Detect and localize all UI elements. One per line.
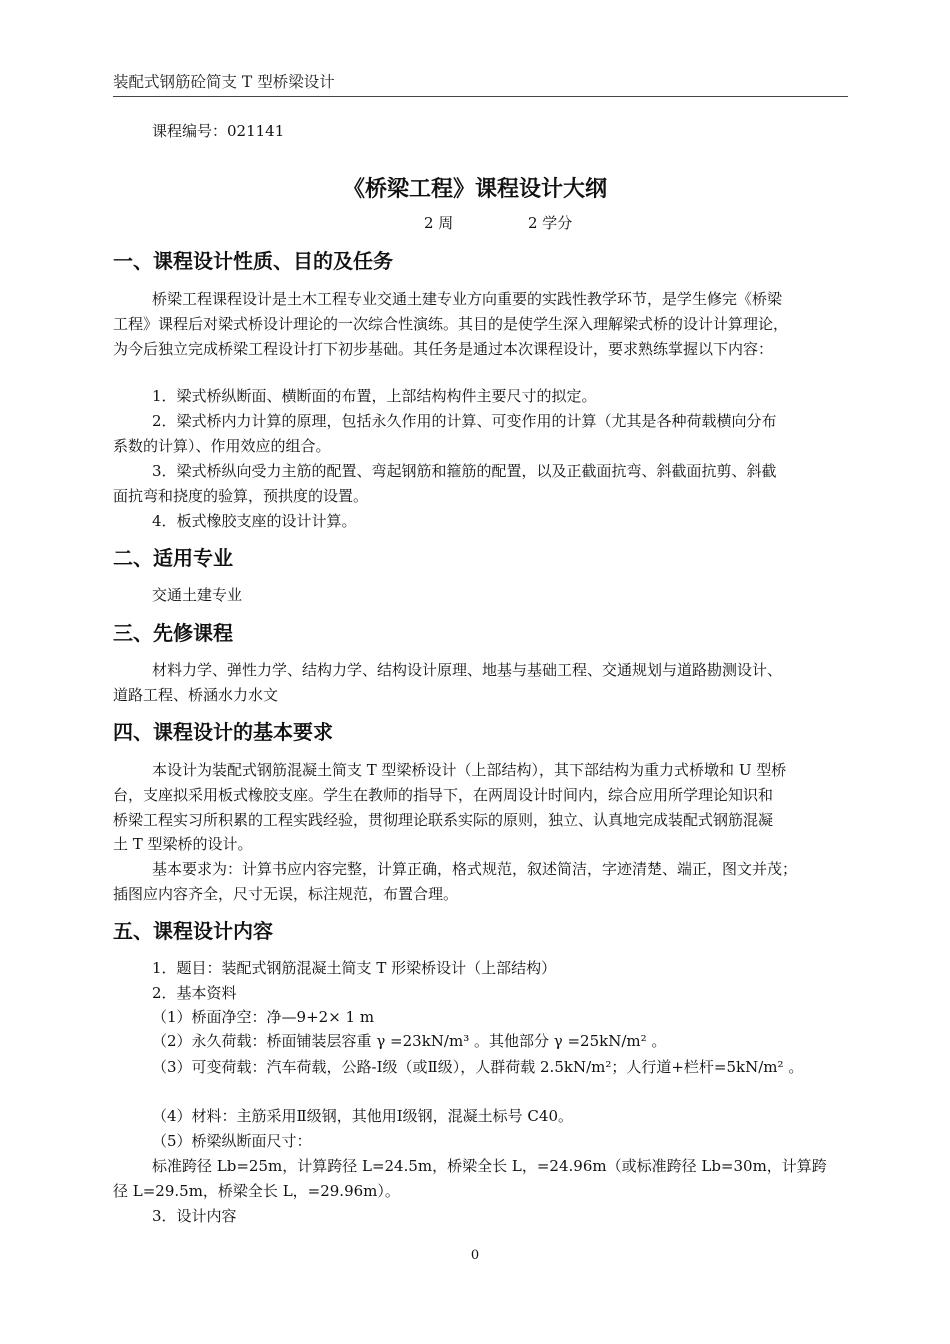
- paragraph-line: 插图应内容齐全，尺寸无误，标注规范，布置合理。: [113, 885, 459, 903]
- section-heading-2: 二、适用专业: [113, 546, 233, 570]
- paragraph-line: 桥梁工程实习所积累的工程实践经验，贯彻理论联系实际的原则，独立、认真地完成装配式钢筋混凝: [113, 811, 774, 829]
- section-heading-1: 一、课程设计性质、目的及任务: [113, 249, 393, 273]
- list-item: （2）永久荷载：桥面铺装层容重 γ =23kN/m³ 。其他部分 γ =25kN/m² 。: [152, 1032, 667, 1050]
- header-rule: [113, 96, 848, 97]
- list-item: 面抗弯和挠度的验算，预拱度的设置。: [113, 487, 369, 505]
- course-code: 课程编号：021141: [152, 122, 285, 140]
- list-item: 2．梁式桥内力计算的原理，包括永久作用的计算、可变作用的计算（尤其是各种荷载横向分布: [152, 412, 777, 430]
- credits: 2 学分: [528, 214, 573, 232]
- paragraph-line: 台，支座拟采用板式橡胶支座。学生在教师的指导下，在两周设计时间内，综合应用所学理论知识和: [113, 786, 774, 804]
- list-item: （4）材料：主筋采用Ⅱ级钢，其他用Ⅰ级钢，混凝土标号 C40。: [152, 1107, 573, 1125]
- paragraph-line: 基本要求为：计算书应内容完整，计算正确，格式规范，叙述简洁，字迹清楚、端正，图文并茂；: [152, 860, 798, 878]
- section-heading-5: 五、课程设计内容: [113, 919, 273, 943]
- paragraph-line: 标准跨径 Lb=25m，计算跨径 L=24.5m，桥梁全长 L，=24.96m（或标准跨径 Lb=30m，计算跨: [152, 1157, 827, 1175]
- paragraph-line: 工程》课程后对梁式桥设计理论的一次综合性演练。其目的是使学生深入理解梁式桥的设计计算理论，: [113, 315, 789, 333]
- list-item: （3）可变荷载：汽车荷载，公路-Ⅰ级（或Ⅱ级），人群荷载 2.5kN/m²；人行道+栏杆=5kN/m² 。: [152, 1058, 804, 1076]
- paragraph-line: 土 T 型梁桥的设计。: [113, 835, 253, 853]
- paragraph-line: 材料力学、弹性力学、结构力学、结构设计原理、地基与基础工程、交通规划与道路勘测设计、: [152, 661, 783, 679]
- list-item: 4．板式橡胶支座的设计计算。: [152, 512, 357, 530]
- paragraph-line: 交通土建专业: [152, 586, 243, 604]
- paragraph-line: 本设计为装配式钢筋混凝土简支 T 型梁桥设计（上部结构），其下部结构为重力式桥墩和 U 型桥: [152, 761, 787, 779]
- list-item: 1．梁式桥纵断面、横断面的布置，上部结构构件主要尺寸的拟定。: [152, 387, 597, 405]
- paragraph-line: 径 L=29.5m，桥梁全长 L，=29.96m）。: [113, 1182, 400, 1200]
- list-item: 2．基本资料: [152, 984, 237, 1002]
- list-item: （1）桥面净空：净—9+2× 1 m: [152, 1008, 375, 1026]
- section-heading-4: 四、课程设计的基本要求: [113, 720, 333, 744]
- section-heading-3: 三、先修课程: [113, 621, 233, 645]
- paragraph-line: 为今后独立完成桥梁工程设计打下初步基础。其任务是通过本次课程设计，要求熟练掌握以下内容：: [113, 340, 774, 358]
- paragraph-line: 桥梁工程课程设计是土木工程专业交通土建专业方向重要的实践性教学环节，是学生修完《桥梁: [152, 290, 783, 308]
- running-header: 装配式钢筋砼简支 T 型桥梁设计: [113, 73, 335, 91]
- paragraph-line: 道路工程、桥涵水力水文: [113, 686, 279, 704]
- list-item: 3．设计内容: [152, 1207, 237, 1225]
- duration-weeks: 2 周: [424, 214, 454, 232]
- list-item: （5）桥梁纵断面尺寸：: [152, 1132, 312, 1150]
- list-item: 3．梁式桥纵向受力主筋的配置、弯起钢筋和箍筋的配置，以及正截面抗弯、斜截面抗剪、斜截: [152, 462, 777, 480]
- page-title: 《桥梁工程》课程设计大纲: [342, 177, 607, 202]
- list-item: 系数的计算）、作用效应的组合。: [113, 437, 331, 455]
- page-number: 0: [470, 1248, 480, 1263]
- list-item: 1．题目：装配式钢筋混凝土简支 T 形梁桥设计（上部结构）: [152, 959, 557, 977]
